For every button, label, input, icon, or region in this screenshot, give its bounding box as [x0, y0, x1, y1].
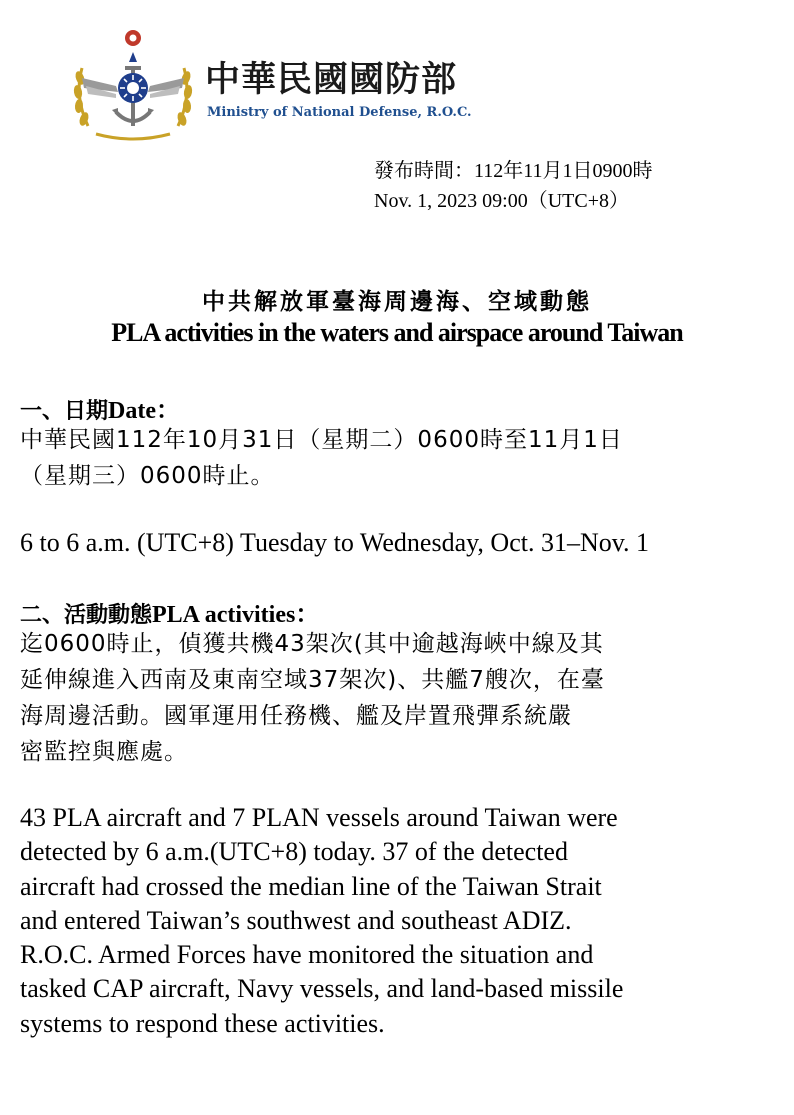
page-title-en: PLA activities in the waters and airspace around Taiwan — [111, 318, 683, 347]
text-line: 延伸線進入西南及東南空域37架次)、共艦7艘次，在臺 — [20, 667, 605, 693]
org-name-en: Ministry of National Defense, R.O.C. — [207, 105, 472, 120]
section-activities-heading-en: PLA activities： — [152, 602, 320, 628]
mnd-emblem-icon — [68, 26, 198, 142]
release-time — [374, 156, 653, 216]
section-date-body-en: 6 to 6 a.m. (UTC+8) Tuesday to Wednesday, Oct. 31–Nov. 1 — [20, 528, 650, 557]
release-time-en: Nov. 1, 2023 09:00（UTC+8） — [374, 190, 629, 212]
section-activities-body-en — [20, 801, 785, 1041]
text-line: 密監控與應處。 — [20, 739, 188, 765]
text-line: tasked CAP aircraft, Navy vessels, and land-based missile — [20, 974, 624, 1004]
text-line: systems to respond these activities. — [20, 1008, 385, 1038]
text-line: 43 PLA aircraft and 7 PLAN vessels around Taiwan were — [20, 803, 618, 832]
section-date-heading-en: Date： — [108, 398, 180, 424]
text-line: （星期三）0600時止。 — [20, 463, 275, 489]
org-name-cn: 中華民國國防部 — [205, 60, 458, 100]
section-date-heading — [20, 390, 180, 425]
text-line: detected by 6 a.m.(UTC+8) today. 37 of the detected — [20, 837, 568, 867]
page-title-cn: 中共解放軍臺海周邊海、空域動態 — [202, 289, 592, 315]
release-time-cn: 發布時間：112年11月1日0900時 — [374, 160, 653, 182]
text-line: 中華民國112年10月31日（星期二）0600時至11月1日 — [20, 427, 623, 453]
section-activities-body-cn — [20, 626, 790, 770]
text-line: aircraft had crossed the median line of the Taiwan Strait — [20, 871, 602, 901]
text-line: 迄0600時止，偵獲共機43架次(其中逾越海峽中線及其 — [20, 631, 604, 657]
text-line: 海周邊活動。國軍運用任務機、艦及岸置飛彈系統嚴 — [20, 703, 572, 729]
text-line: and entered Taiwan’s southwest and southeast ADIZ. — [20, 905, 572, 935]
section-date-heading-cn: 一、日期 — [20, 399, 109, 424]
text-line: R.O.C. Armed Forces have monitored the situation and — [20, 940, 594, 970]
section-date-body-cn — [20, 422, 790, 494]
section-activities-heading — [20, 594, 319, 629]
section-activities-heading-cn: 二、活動動態 — [20, 603, 153, 628]
